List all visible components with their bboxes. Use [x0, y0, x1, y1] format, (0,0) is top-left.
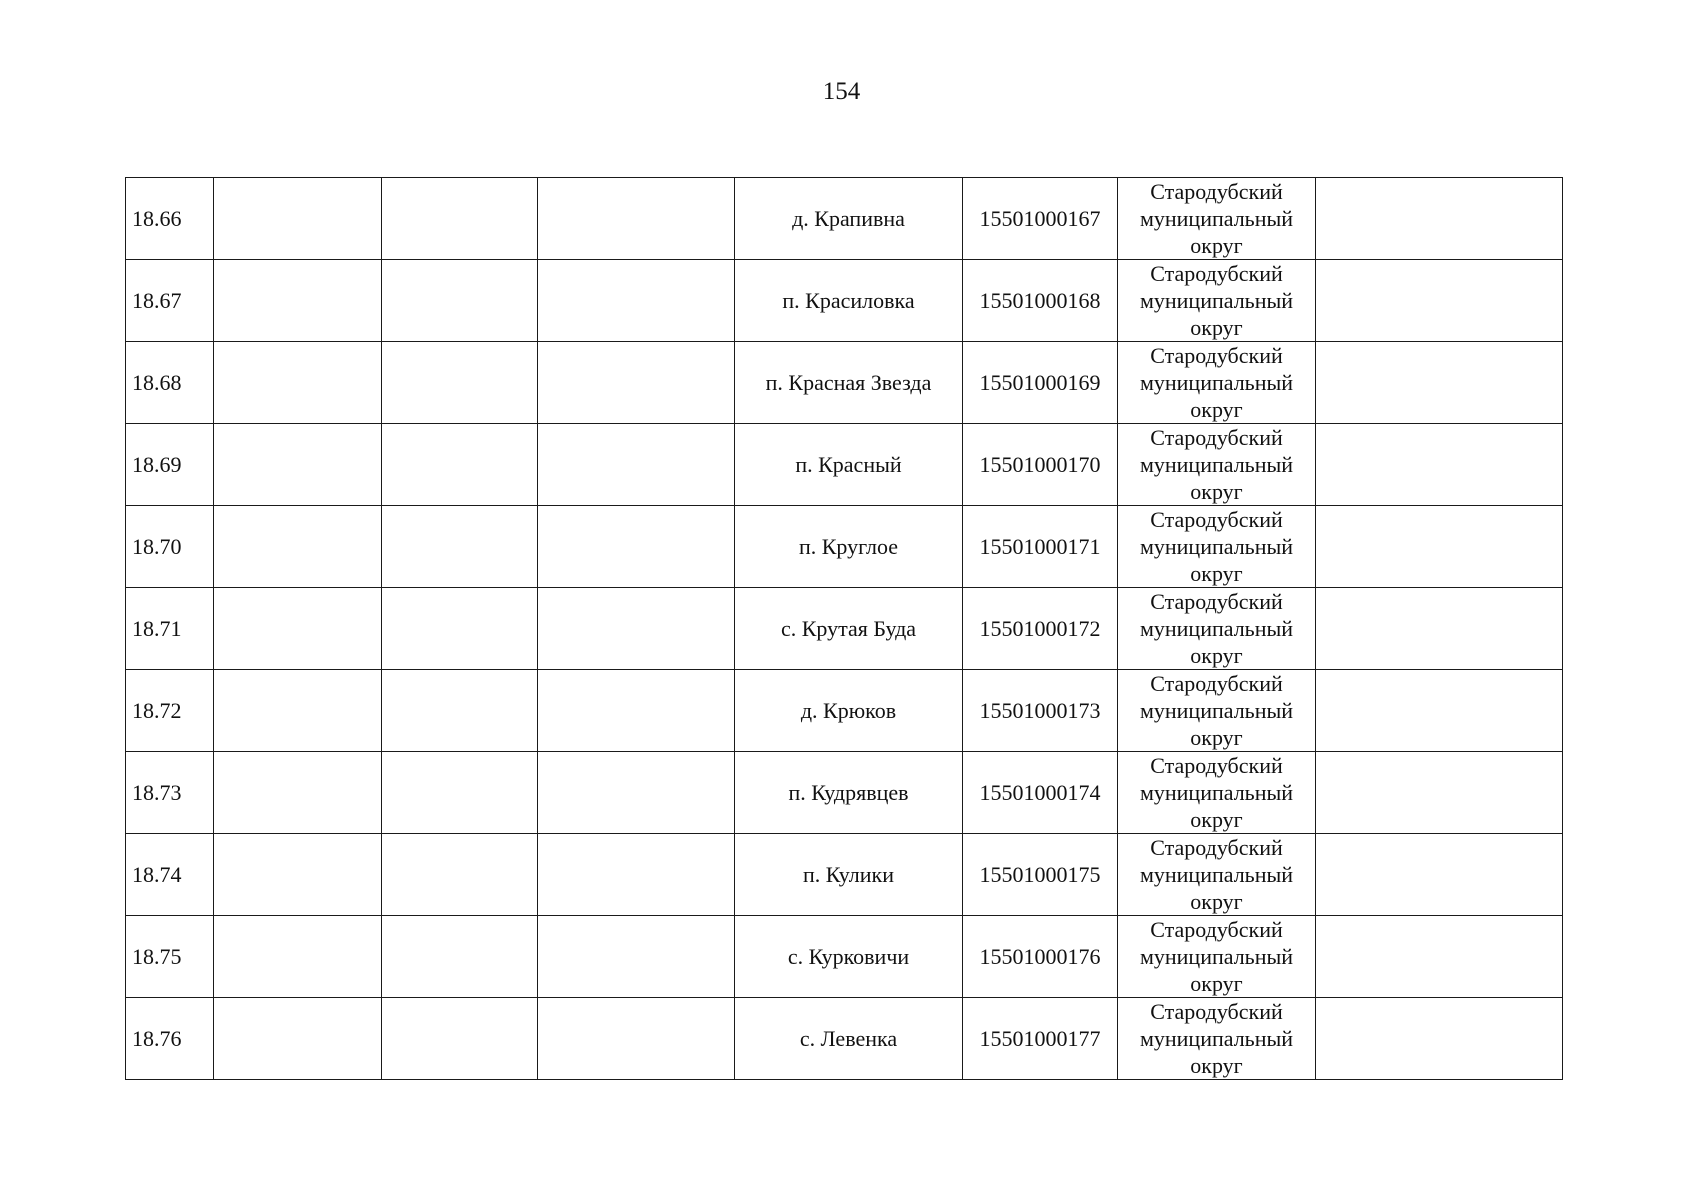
empty-cell — [214, 424, 382, 506]
district-cell: Стародубский муниципальный округ — [1118, 178, 1316, 260]
empty-cell — [382, 588, 538, 670]
empty-cell — [214, 752, 382, 834]
oktmo-code-cell: 15501000169 — [963, 342, 1118, 424]
settlement-name-cell: п. Кудрявцев — [735, 752, 963, 834]
empty-cell — [382, 916, 538, 998]
settlement-name-cell: д. Крапивна — [735, 178, 963, 260]
empty-cell — [214, 506, 382, 588]
empty-cell — [1316, 342, 1563, 424]
district-cell: Стародубский муниципальный округ — [1118, 588, 1316, 670]
empty-cell — [538, 342, 735, 424]
district-cell: Стародубский муниципальный округ — [1118, 752, 1316, 834]
settlement-name-cell: с. Левенка — [735, 998, 963, 1080]
settlement-name-cell: д. Крюков — [735, 670, 963, 752]
row-number-cell: 18.70 — [126, 506, 214, 588]
district-cell: Стародубский муниципальный округ — [1118, 998, 1316, 1080]
table-row — [126, 916, 1563, 998]
settlement-name-cell: с. Курковичи — [735, 916, 963, 998]
empty-cell — [1316, 260, 1563, 342]
row-number-cell: 18.72 — [126, 670, 214, 752]
table-row — [126, 588, 1563, 670]
empty-cell — [382, 506, 538, 588]
settlement-name-cell: с. Крутая Буда — [735, 588, 963, 670]
page-number: 154 — [822, 78, 861, 105]
oktmo-code-cell: 15501000176 — [963, 916, 1118, 998]
oktmo-code-cell: 15501000174 — [963, 752, 1118, 834]
empty-cell — [214, 178, 382, 260]
table-body — [126, 178, 1563, 1080]
empty-cell — [538, 916, 735, 998]
district-cell: Стародубский муниципальный округ — [1118, 670, 1316, 752]
empty-cell — [214, 342, 382, 424]
empty-cell — [538, 506, 735, 588]
empty-cell — [382, 834, 538, 916]
table-row — [126, 998, 1563, 1080]
row-number-cell: 18.68 — [126, 342, 214, 424]
district-cell: Стародубский муниципальный округ — [1118, 506, 1316, 588]
empty-cell — [214, 588, 382, 670]
empty-cell — [538, 588, 735, 670]
table-row — [126, 670, 1563, 752]
empty-cell — [538, 670, 735, 752]
oktmo-code-cell: 15501000171 — [963, 506, 1118, 588]
row-number-cell: 18.73 — [126, 752, 214, 834]
empty-cell — [1316, 424, 1563, 506]
table-row — [126, 260, 1563, 342]
empty-cell — [538, 998, 735, 1080]
row-number-cell: 18.74 — [126, 834, 214, 916]
empty-cell — [382, 178, 538, 260]
district-cell: Стародубский муниципальный округ — [1118, 916, 1316, 998]
district-cell: Стародубский муниципальный округ — [1118, 834, 1316, 916]
settlement-table — [125, 177, 1563, 1080]
empty-cell — [1316, 916, 1563, 998]
empty-cell — [1316, 834, 1563, 916]
oktmo-code-cell: 15501000170 — [963, 424, 1118, 506]
settlement-name-cell: п. Красная Звезда — [735, 342, 963, 424]
empty-cell — [1316, 670, 1563, 752]
oktmo-code-cell: 15501000168 — [963, 260, 1118, 342]
district-cell: Стародубский муниципальный округ — [1118, 342, 1316, 424]
empty-cell — [1316, 998, 1563, 1080]
table-row — [126, 424, 1563, 506]
settlement-name-cell: п. Кулики — [735, 834, 963, 916]
empty-cell — [214, 670, 382, 752]
empty-cell — [214, 834, 382, 916]
table-row — [126, 506, 1563, 588]
empty-cell — [1316, 178, 1563, 260]
row-number-cell: 18.69 — [126, 424, 214, 506]
table-row — [126, 834, 1563, 916]
empty-cell — [382, 670, 538, 752]
empty-cell — [538, 834, 735, 916]
empty-cell — [382, 342, 538, 424]
row-number-cell: 18.75 — [126, 916, 214, 998]
district-cell: Стародубский муниципальный округ — [1118, 424, 1316, 506]
oktmo-code-cell: 15501000173 — [963, 670, 1118, 752]
empty-cell — [382, 260, 538, 342]
oktmo-code-cell: 15501000177 — [963, 998, 1118, 1080]
empty-cell — [382, 752, 538, 834]
empty-cell — [538, 752, 735, 834]
oktmo-code-cell: 15501000167 — [963, 178, 1118, 260]
empty-cell — [538, 260, 735, 342]
oktmo-code-cell: 15501000175 — [963, 834, 1118, 916]
row-number-cell: 18.76 — [126, 998, 214, 1080]
empty-cell — [382, 998, 538, 1080]
empty-cell — [538, 424, 735, 506]
settlement-name-cell: п. Круглое — [735, 506, 963, 588]
table-row — [126, 342, 1563, 424]
row-number-cell: 18.71 — [126, 588, 214, 670]
settlement-name-cell: п. Красиловка — [735, 260, 963, 342]
empty-cell — [1316, 588, 1563, 670]
empty-cell — [1316, 752, 1563, 834]
empty-cell — [214, 260, 382, 342]
row-number-cell: 18.67 — [126, 260, 214, 342]
empty-cell — [382, 424, 538, 506]
empty-cell — [214, 998, 382, 1080]
empty-cell — [538, 178, 735, 260]
row-number-cell: 18.66 — [126, 178, 214, 260]
district-cell: Стародубский муниципальный округ — [1118, 260, 1316, 342]
empty-cell — [214, 916, 382, 998]
empty-cell — [1316, 506, 1563, 588]
table-row — [126, 178, 1563, 260]
settlement-name-cell: п. Красный — [735, 424, 963, 506]
table-row — [126, 752, 1563, 834]
oktmo-code-cell: 15501000172 — [963, 588, 1118, 670]
